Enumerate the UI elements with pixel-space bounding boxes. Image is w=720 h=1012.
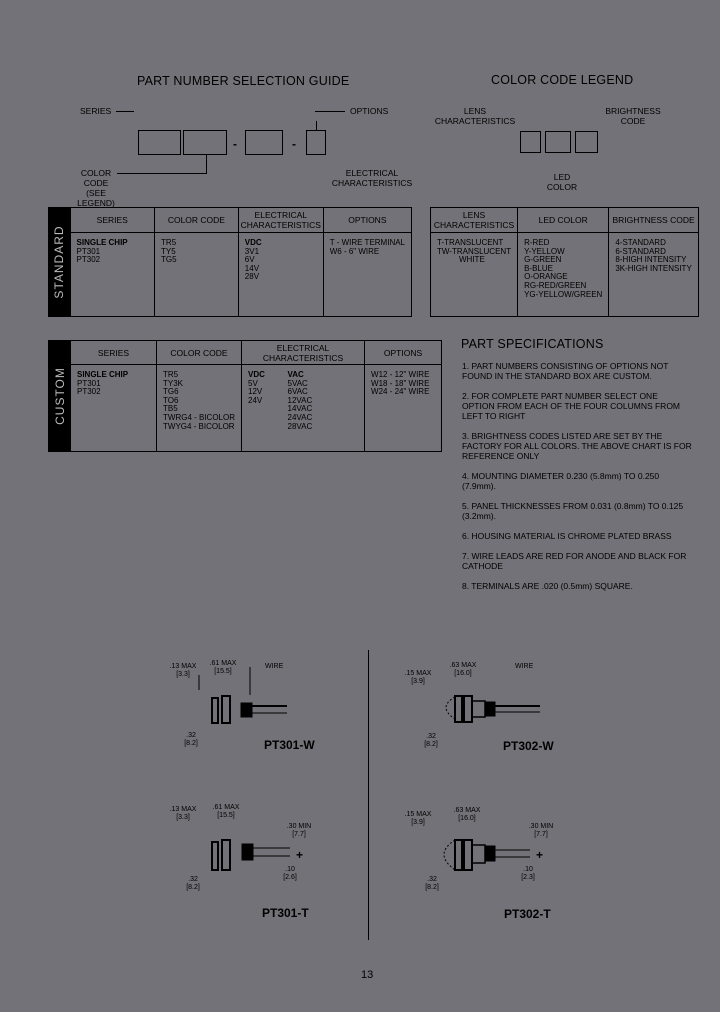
cell-line: W24 - 24" WIRE (371, 387, 430, 397)
label-line: BRIGHTNESS (605, 106, 661, 116)
spec-item: 3. BRIGHTNESS CODES LISTED ARE SET BY THE FACTORY FOR ALL COLORS. THE ABOVE CHART IS FOR REFERENCE ONLY (462, 431, 692, 461)
cell-line: PT301 (77, 378, 101, 388)
header-options: OPTIONS (323, 208, 411, 233)
cell-line: 4-STANDARD (615, 238, 666, 247)
spec-item: 4. MOUNTING DIAMETER 0.230 (5.8mm) TO 0.250 (7.9mm). (462, 471, 660, 491)
cell-line: TB5 (163, 404, 178, 414)
header-series: SERIES (70, 208, 155, 233)
cell-line: 14VAC (287, 404, 313, 414)
cell-line: VAC (287, 370, 304, 379)
dim-label: .10 [2.6] (283, 866, 297, 881)
cell-line: 8-HIGH INTENSITY (615, 255, 687, 265)
cell-line: 14V (244, 263, 260, 273)
cell-line: SINGLE CHIP (77, 370, 129, 379)
dim-label: .32 [8.2] (186, 876, 200, 891)
dim-label: .63 MAX [16.0] (453, 807, 481, 822)
dim-label: WIRE (515, 663, 534, 670)
cell-line: T-TRANSLUCENT (437, 238, 504, 247)
caption-pt301-t: PT301-T (262, 906, 309, 920)
dim-label: .15 MAX [3.9] (404, 670, 432, 685)
cell-line: 12V (248, 387, 263, 397)
plus-terminal: + (536, 848, 544, 862)
dim-label: .32 [8.2] (184, 732, 198, 747)
caption-pt302-w: PT302-W (503, 739, 554, 753)
header-brightness: BRIGHTNESS CODE (609, 208, 698, 233)
cell-line: Y-YELLOW (524, 246, 565, 256)
header-led-color: LED COLOR (518, 208, 609, 233)
cell-line: TY5 (161, 246, 176, 256)
cell-line: B-BLUE (524, 263, 553, 273)
cell-line: PT302 (77, 387, 101, 397)
dim-label: .61 MAX [15.5] (212, 804, 240, 819)
cell-line: TR5 (163, 370, 179, 379)
spec-item: 6. HOUSING MATERIAL IS CHROME PLATED BRASS (462, 531, 672, 541)
cell-line: 28VAC (287, 421, 313, 431)
header-color-code: COLOR CODE (157, 341, 242, 365)
cell-line: PT302 (76, 255, 101, 265)
cell-line: YG-YELLOW/GREEN (524, 289, 603, 299)
plus-terminal: + (296, 848, 304, 862)
cell-line: TR5 (161, 238, 177, 247)
cell-line: 6VAC (287, 387, 308, 397)
cell-line: W6 - 6" WIRE (329, 246, 380, 256)
dim-label: .61 MAX [15.5] (209, 660, 237, 675)
dim-label: WIRE (265, 663, 284, 670)
dim-label: .10 [2.3] (521, 866, 535, 881)
spec-item: 1. PART NUMBERS CONSISTING OF OPTIONS NOT FOUND IN THE STANDARD BOX ARE CUSTOM. (462, 361, 669, 381)
cell-line: 5VAC (287, 378, 308, 388)
cell-line: 12VAC (287, 395, 313, 405)
cell-line: RG-RED/GREEN (524, 280, 587, 290)
header-electrical: ELECTRICAL CHARACTERISTICS (242, 341, 365, 365)
cell-line: 24V (248, 395, 263, 405)
options-label: OPTIONS (350, 106, 389, 116)
cell-line: 24VAC (287, 412, 313, 422)
dim-label: .15 MAX [3.9] (404, 811, 432, 826)
specs-title: PART SPECIFICATIONS (461, 337, 604, 351)
cell-line: 3K-HIGH INTENSITY (615, 263, 692, 273)
cell-line: TWRG4 - BICOLOR (163, 412, 236, 422)
page-number: 13 (361, 969, 374, 981)
cell-line: VDC (248, 370, 265, 379)
cell-line: WHITE (459, 255, 485, 265)
header-electrical: ELECTRICAL CHARACTERISTICS (238, 208, 323, 233)
series-label: SERIES (80, 106, 112, 116)
dash: - (292, 137, 296, 151)
cell-line: 6-STANDARD (615, 246, 666, 256)
dim-label: .30 MIN [7.7] (528, 823, 554, 838)
spec-item: 8. TERMINALS ARE .020 (0.5mm) SQUARE. (462, 581, 633, 591)
selection-guide-title: PART NUMBER SELECTION GUIDE (137, 74, 350, 88)
dash: - (233, 137, 237, 151)
label-line: CHARACTERISTICS (331, 178, 413, 188)
header-series: SERIES (71, 341, 157, 365)
label-line: COLOR (80, 168, 112, 178)
standard-label: STANDARD (49, 208, 71, 317)
label-line: LED (553, 172, 571, 182)
cell-line: TW-TRANSLUCENT (437, 246, 512, 256)
spec-item: 2. FOR COMPLETE PART NUMBER SELECT ONE OPTION FROM EACH OF THE FOUR COLUMNS FROM LEFT TO RIGHT (462, 391, 681, 421)
header-color-code: COLOR CODE (155, 208, 239, 233)
spec-item: 7. WIRE LEADS ARE RED FOR ANODE AND BLACK FOR CATHODE (462, 551, 687, 571)
label-line: CODE (83, 178, 109, 188)
pt302-w-drawing (446, 696, 540, 722)
cell-line: T - WIRE TERMINAL (329, 238, 405, 247)
dim-label: .32 [8.2] (424, 733, 438, 748)
label-line: LENS (463, 106, 487, 116)
dim-label: .32 [8.2] (425, 876, 439, 891)
header-options: OPTIONS (365, 341, 442, 365)
cell-line: VDC (244, 238, 262, 247)
cell-line: TWYG4 - BICOLOR (163, 421, 235, 431)
cell-line: PT301 (76, 246, 101, 256)
caption-pt301-w: PT301-W (264, 738, 315, 752)
dim-label: .13 MAX [3.3] (169, 806, 197, 821)
cell-line: 6V (244, 255, 255, 265)
header-lens: LENS CHARACTERISTICS (431, 208, 518, 233)
cell-line: W12 - 12" WIRE (371, 370, 430, 379)
spec-item: 5. PANEL THICKNESSES FROM 0.031 (0.8mm) TO 0.125 (3.2mm). (462, 501, 684, 521)
pt302-t-drawing (444, 840, 530, 870)
cell-line: G-GREEN (524, 255, 562, 265)
label-line: (SEE LEGEND) (77, 188, 115, 208)
dim-label: .13 MAX [3.3] (169, 663, 197, 678)
cell-line: R-RED (524, 238, 550, 247)
cell-line: O-ORANGE (524, 272, 568, 282)
pt301-t-drawing (212, 840, 290, 870)
cell-line: 5V (248, 378, 258, 388)
cell-line: TG5 (161, 255, 177, 265)
label-line: CODE (620, 116, 646, 126)
label-line: CHARACTERISTICS (434, 116, 516, 126)
cell-line: 28V (244, 272, 260, 282)
dim-label: .30 MIN [7.7] (286, 823, 312, 838)
cell-line: TY3K (163, 378, 184, 388)
cell-line: TG6 (163, 387, 179, 397)
custom-label: CUSTOM (49, 341, 71, 452)
cell-line: 3V1 (244, 246, 260, 256)
cell-line: TO6 (163, 395, 179, 405)
label-line: ELECTRICAL (345, 168, 399, 178)
cell-line: W18 - 18" WIRE (371, 378, 430, 388)
caption-pt302-t: PT302-T (504, 907, 551, 921)
label-line: COLOR (546, 182, 578, 192)
legend-title: COLOR CODE LEGEND (491, 73, 634, 87)
dim-label: .63 MAX [16.0] (449, 662, 477, 677)
cell-line: SINGLE CHIP (76, 238, 128, 247)
